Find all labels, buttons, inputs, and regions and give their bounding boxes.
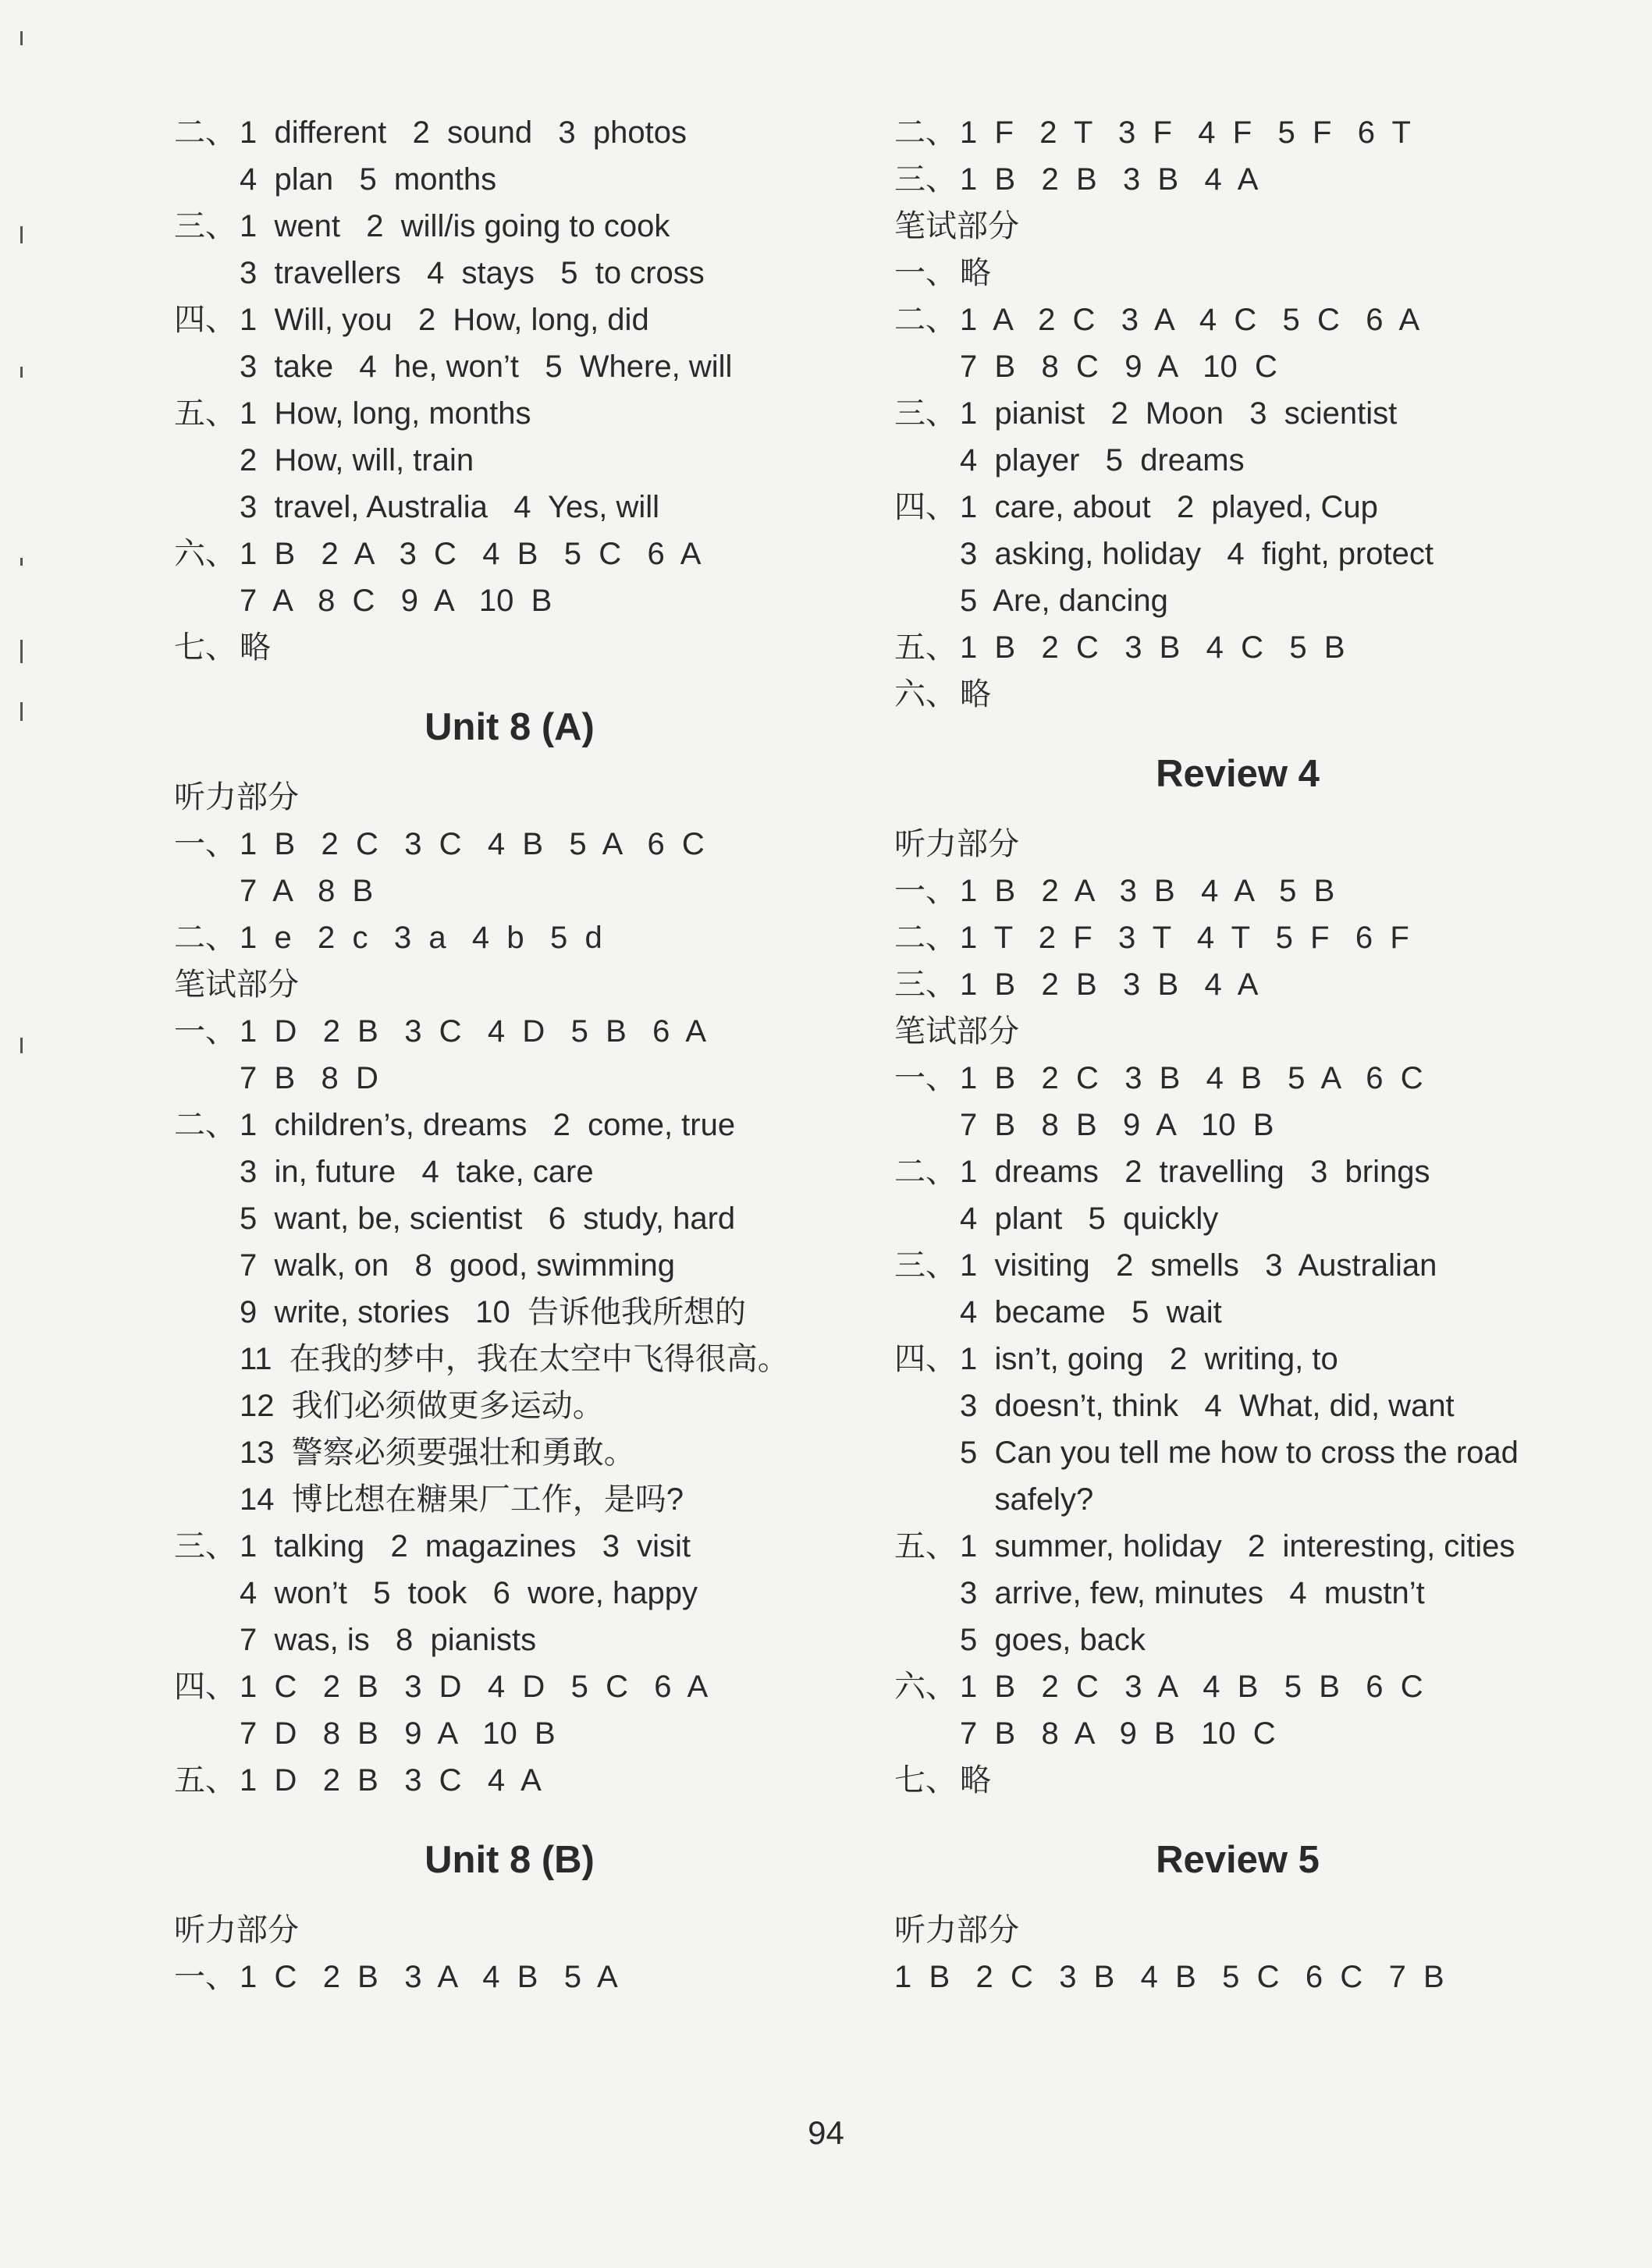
answer-line (894, 156, 1581, 203)
answer-text: 1 children’s, dreams 2 come, true (240, 1108, 736, 1142)
scan-edge-mark (20, 31, 23, 45)
answer-text: 1 dreams 2 travelling 3 brings (960, 1155, 1430, 1189)
answer-line (894, 531, 1581, 577)
subsection-heading: 听力部分 (894, 1912, 1019, 1948)
answer-line (894, 1954, 1581, 2000)
answer-line (174, 1055, 845, 1102)
page-number: 94 (808, 2114, 844, 2151)
question-number-label: 三、 (894, 967, 957, 1002)
question-number-label: 一、 (174, 1014, 236, 1049)
answer-line (894, 1055, 1581, 1102)
answer-line (174, 1195, 845, 1242)
scan-edge-mark (20, 226, 23, 243)
answer-line (894, 109, 1581, 156)
answer-line (894, 1663, 1581, 1710)
subsection-heading: 笔试部分 (894, 208, 1019, 244)
answer-text: 1 different 2 sound 3 photos (240, 115, 687, 150)
answer-line (894, 390, 1581, 437)
answer-text: 3 travel, Australia 4 Yes, will (240, 490, 660, 524)
section-title: Review 5 (1156, 1839, 1320, 1881)
answer-line (174, 1954, 845, 2000)
answer-line (894, 914, 1581, 961)
answer-text: 4 plan 5 months (240, 162, 497, 197)
answer-text: 7 B 8 C 9 A 10 C (960, 350, 1277, 384)
question-number-label: 六、 (894, 1670, 957, 1704)
answer-text: 1 B 2 C 3 B 4 B 5 A 6 C (960, 1061, 1423, 1095)
answer-line (894, 624, 1581, 671)
question-number-label: 五、 (894, 630, 957, 665)
answer-line (174, 250, 845, 296)
section-title: Unit 8 (B) (425, 1839, 595, 1881)
answer-text: 3 asking, holiday 4 fight, protect (960, 537, 1434, 571)
answer-text: 7 walk, on 8 good, swimming (240, 1248, 676, 1283)
answer-text: 1 B 2 C 3 B 4 B 5 C 6 C 7 B (894, 1960, 1444, 1994)
question-number-label: 七、 (174, 630, 236, 665)
answer-line (174, 1382, 845, 1429)
answer-text: 4 won’t 5 took 6 wore, happy (240, 1576, 698, 1610)
answer-line (174, 296, 845, 343)
answer-line (894, 1523, 1581, 1570)
question-number-label: 三、 (894, 1248, 957, 1283)
answer-line (174, 1429, 845, 1476)
answer-line (894, 868, 1581, 914)
answer-text: 1 B 2 A 3 C 4 B 5 C 6 A (240, 537, 702, 571)
answer-line (174, 914, 845, 961)
answer-line (174, 1523, 845, 1570)
question-number-label: 三、 (174, 1529, 236, 1563)
answer-text: 7 was, is 8 pianists (240, 1623, 537, 1657)
answer-text: 7 A 8 C 9 A 10 B (240, 584, 552, 618)
subsection-heading: 听力部分 (174, 779, 299, 815)
question-number-label: 三、 (894, 396, 957, 431)
answer-line (174, 390, 845, 437)
answer-line (174, 1663, 845, 1710)
question-number-label: 二、 (174, 115, 236, 150)
answer-text: 3 arrive, few, minutes 4 mustn’t (960, 1576, 1425, 1610)
answer-line (894, 1382, 1581, 1429)
answer-text: 略 (960, 1763, 991, 1798)
scan-edge-mark (20, 558, 23, 566)
question-number-label: 六、 (894, 677, 957, 712)
question-number-label: 四、 (174, 303, 236, 337)
answer-line (894, 961, 1581, 1008)
answer-text: 4 player 5 dreams (960, 443, 1245, 477)
answer-text: 11 在我的梦中，我在太空中飞得很高。 (240, 1342, 789, 1376)
question-number-label: 二、 (174, 1108, 236, 1142)
answer-text: 3 doesn’t, think 4 What, did, want (960, 1389, 1455, 1423)
right-column (894, 109, 1581, 2000)
answer-text: 1 Will, you 2 How, long, did (240, 303, 649, 337)
answer-line (894, 250, 1581, 296)
answer-line (174, 343, 845, 390)
question-number-label: 一、 (174, 827, 236, 861)
answer-text: 1 summer, holiday 2 interesting, cities (960, 1529, 1515, 1563)
answer-text: 1 B 2 B 3 B 4 A (960, 162, 1259, 197)
question-number-label: 一、 (174, 1960, 236, 1994)
answer-text: 4 plant 5 quickly (960, 1201, 1219, 1236)
answer-line (894, 484, 1581, 531)
question-number-label: 四、 (894, 490, 957, 524)
answer-line (174, 203, 845, 250)
answer-line (174, 868, 845, 914)
answer-line (894, 1102, 1581, 1148)
answer-text: 14 博比想在糖果厂工作，是吗? (240, 1482, 684, 1517)
answer-line (894, 1195, 1581, 1242)
question-number-label: 五、 (174, 396, 236, 431)
answer-text: safely? (960, 1482, 1094, 1517)
answer-line (894, 1570, 1581, 1617)
answer-line (174, 1617, 845, 1663)
answer-line (894, 1336, 1581, 1382)
answer-text: 3 travellers 4 stays 5 to cross (240, 256, 705, 290)
answer-text: 1 B 2 A 3 B 4 A 5 B (960, 874, 1335, 908)
question-number-label: 四、 (174, 1670, 236, 1704)
answer-line (174, 1757, 845, 1804)
answer-text: 略 (960, 256, 991, 290)
answer-line (174, 109, 845, 156)
question-number-label: 六、 (174, 537, 236, 571)
answer-line (174, 1710, 845, 1757)
answer-text: 4 became 5 wait (960, 1295, 1222, 1329)
answer-text: 1 care, about 2 played, Cup (960, 490, 1378, 524)
answer-line (174, 1148, 845, 1195)
answer-text: 1 isn’t, going 2 writing, to (960, 1342, 1338, 1376)
question-number-label: 一、 (894, 256, 957, 290)
answer-text: 13 警察必须要强壮和勇敢。 (240, 1436, 635, 1470)
answer-line (894, 1757, 1581, 1804)
section-title: Unit 8 (A) (425, 706, 595, 748)
answer-text: 5 Can you tell me how to cross the road (960, 1436, 1519, 1470)
answer-line (174, 1242, 845, 1289)
answer-line (894, 437, 1581, 484)
answer-text: 5 goes, back (960, 1623, 1146, 1657)
answer-text: 1 F 2 T 3 F 4 F 5 F 6 T (960, 115, 1411, 150)
answer-line (174, 1336, 845, 1382)
question-number-label: 三、 (894, 162, 957, 197)
answer-line (174, 437, 845, 484)
answer-text: 3 in, future 4 take, care (240, 1155, 594, 1189)
answer-text: 5 Are, dancing (960, 584, 1168, 618)
answer-line (894, 1242, 1581, 1289)
answer-line (174, 1102, 845, 1148)
answer-line (174, 1570, 845, 1617)
subsection-heading: 听力部分 (894, 826, 1019, 862)
scan-edge-mark (20, 1038, 23, 1053)
question-number-label: 一、 (894, 874, 957, 908)
scan-edge-mark (20, 702, 23, 721)
answer-text: 1 e 2 c 3 a 4 b 5 d (240, 921, 602, 955)
question-number-label: 五、 (894, 1529, 957, 1563)
answer-text: 1 pianist 2 Moon 3 scientist (960, 396, 1398, 431)
scan-edge-mark (20, 367, 23, 378)
answer-text: 2 How, will, train (240, 443, 474, 477)
answer-text: 1 How, long, months (240, 396, 531, 431)
question-number-label: 二、 (174, 921, 236, 955)
answer-text: 7 B 8 D (240, 1061, 378, 1095)
question-number-label: 二、 (894, 303, 957, 337)
answer-text: 1 D 2 B 3 C 4 D 5 B 6 A (240, 1014, 707, 1049)
answer-text: 7 D 8 B 9 A 10 B (240, 1716, 556, 1751)
answer-text: 1 T 2 F 3 T 4 T 5 F 6 F (960, 921, 1409, 955)
answer-line (174, 531, 845, 577)
answer-line (174, 1289, 845, 1336)
question-number-label: 二、 (894, 115, 957, 150)
question-number-label: 一、 (894, 1061, 957, 1095)
answer-text: 1 D 2 B 3 C 4 A (240, 1763, 542, 1798)
answer-line (894, 1429, 1581, 1476)
question-number-label: 三、 (174, 209, 236, 243)
answer-text: 7 B 8 B 9 A 10 B (960, 1108, 1274, 1142)
answer-line (174, 156, 845, 203)
answer-text: 1 talking 2 magazines 3 visit (240, 1529, 691, 1563)
answer-line (894, 1476, 1581, 1523)
answer-text: 12 我们必须做更多运动。 (240, 1389, 604, 1423)
question-number-label: 二、 (894, 1155, 957, 1189)
answer-line (174, 821, 845, 868)
scan-edge-mark (20, 640, 23, 663)
subsection-heading: 听力部分 (174, 1912, 299, 1948)
question-number-label: 七、 (894, 1763, 957, 1798)
answer-line (894, 671, 1581, 718)
answer-text: 3 take 4 he, won’t 5 Where, will (240, 350, 733, 384)
answer-line (894, 1617, 1581, 1663)
subsection-heading: 笔试部分 (894, 1013, 1019, 1049)
answer-text: 1 C 2 B 3 D 4 D 5 C 6 A (240, 1670, 709, 1704)
answer-line (894, 1148, 1581, 1195)
answer-line (174, 1476, 845, 1523)
answer-line (174, 577, 845, 624)
answer-text: 1 A 2 C 3 A 4 C 5 C 6 A (960, 303, 1420, 337)
answer-line (894, 343, 1581, 390)
question-number-label: 五、 (174, 1763, 236, 1798)
answer-text: 略 (960, 677, 991, 712)
answer-text: 1 went 2 will/is going to cook (240, 209, 670, 243)
answer-text: 1 visiting 2 smells 3 Australian (960, 1248, 1437, 1283)
answer-line (174, 624, 845, 671)
answer-text: 9 write, stories 10 告诉他我所想的 (240, 1295, 747, 1329)
section-title: Review 4 (1156, 753, 1320, 795)
answer-text: 7 B 8 A 9 B 10 C (960, 1716, 1276, 1751)
answer-text: 1 B 2 C 3 A 4 B 5 B 6 C (960, 1670, 1423, 1704)
answer-line (174, 1008, 845, 1055)
answer-text: 7 A 8 B (240, 874, 374, 908)
answer-line (894, 577, 1581, 624)
answer-line (894, 1710, 1581, 1757)
answer-text: 1 B 2 C 3 C 4 B 5 A 6 C (240, 827, 705, 861)
answer-text: 1 B 2 C 3 B 4 C 5 B (960, 630, 1345, 665)
answer-text: 1 B 2 B 3 B 4 A (960, 967, 1259, 1002)
question-number-label: 二、 (894, 921, 957, 955)
answer-text: 略 (240, 630, 271, 665)
answer-line (894, 296, 1581, 343)
answer-text: 1 C 2 B 3 A 4 B 5 A (240, 1960, 618, 1994)
answer-line (174, 484, 845, 531)
question-number-label: 四、 (894, 1342, 957, 1376)
left-column (174, 109, 845, 2000)
subsection-heading: 笔试部分 (174, 967, 299, 1003)
answer-text: 5 want, be, scientist 6 study, hard (240, 1201, 736, 1236)
answer-line (894, 1289, 1581, 1336)
